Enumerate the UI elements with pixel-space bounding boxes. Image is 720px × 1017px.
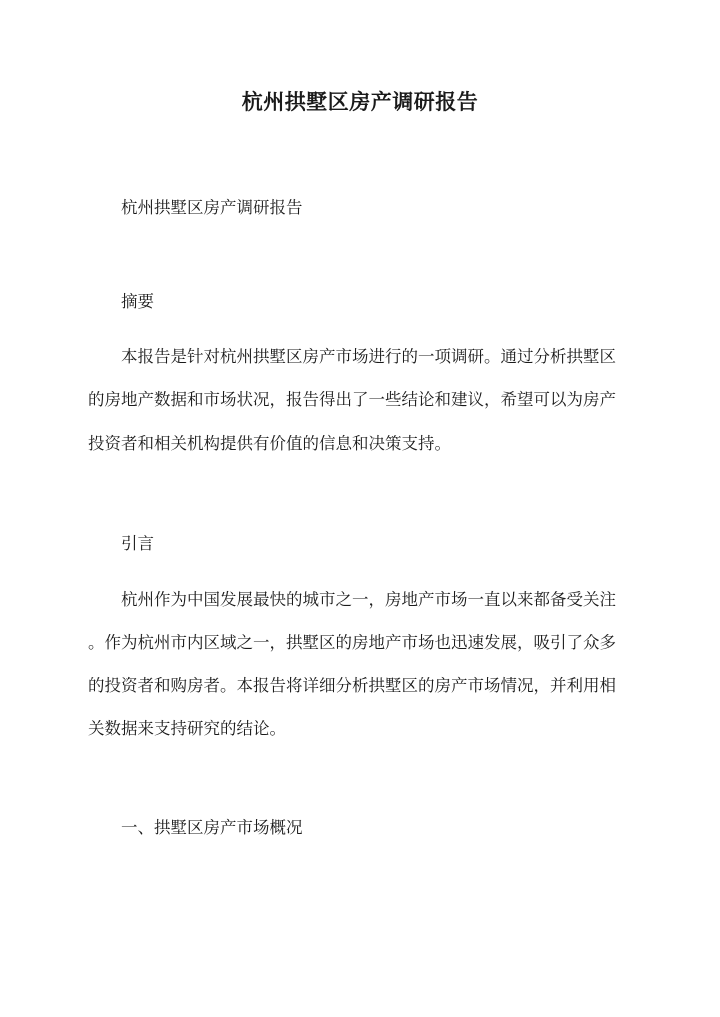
intro-line-3: 的投资者和购房者。本报告将详细分析拱墅区的房产市场情况，并利用相 <box>88 676 616 695</box>
abstract-line-2: 的房地产数据和市场状况，报告得出了一些结论和建议，希望可以为房产 <box>88 390 616 409</box>
intro-line-4: 关数据来支持研究的结论。 <box>88 719 286 738</box>
document-title: 杭州拱墅区房产调研报告 <box>241 89 479 114</box>
abstract-line-3: 投资者和相关机构提供有价值的信息和决策支持。 <box>88 434 451 453</box>
document-subtitle: 杭州拱墅区房产调研报告 <box>121 198 303 217</box>
section-1-heading: 一、拱墅区房产市场概况 <box>121 818 303 837</box>
abstract-line-1: 本报告是针对杭州拱墅区房产市场进行的一项调研。通过分析拱墅区 <box>121 347 616 366</box>
intro-line-2: 。作为杭州市内区域之一，拱墅区的房地产市场也迅速发展，吸引了众多 <box>88 633 616 652</box>
intro-heading: 引言 <box>121 534 154 553</box>
intro-line-1: 杭州作为中国发展最快的城市之一，房地产市场一直以来都备受关注 <box>121 590 616 609</box>
abstract-heading: 摘要 <box>121 292 154 311</box>
